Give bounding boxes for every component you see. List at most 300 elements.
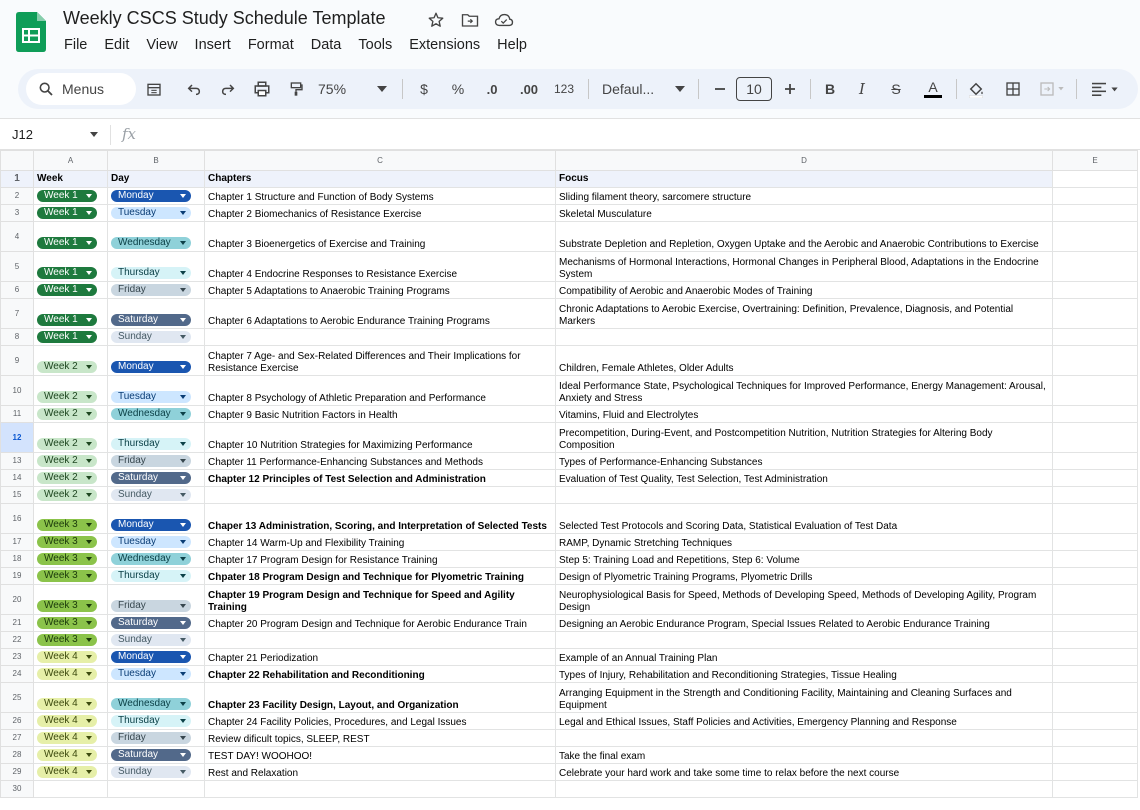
day-cell[interactable] bbox=[108, 534, 205, 551]
row-number[interactable]: 22 bbox=[1, 632, 34, 649]
week-cell[interactable] bbox=[34, 406, 108, 423]
day-dropdown-chip[interactable] bbox=[111, 267, 191, 279]
week-cell[interactable] bbox=[34, 376, 108, 406]
move-folder-icon[interactable] bbox=[460, 10, 480, 30]
empty-cell[interactable] bbox=[1053, 730, 1138, 747]
day-cell[interactable] bbox=[108, 252, 205, 282]
week-dropdown-chip[interactable] bbox=[37, 519, 97, 531]
chapter-cell[interactable]: Chapter 19 Program Design and Technique for Speed and Agility Training bbox=[205, 585, 556, 615]
day-dropdown-chip[interactable] bbox=[111, 361, 191, 373]
column-header-e[interactable]: E bbox=[1053, 151, 1138, 171]
row-number[interactable]: 2 bbox=[1, 188, 34, 205]
focus-cell[interactable]: RAMP, Dynamic Stretching Techniques bbox=[556, 534, 1053, 551]
week-cell[interactable] bbox=[34, 649, 108, 666]
week-dropdown-chip[interactable] bbox=[37, 207, 97, 219]
week-cell[interactable] bbox=[34, 585, 108, 615]
chapter-cell[interactable]: Rest and Relaxation bbox=[205, 764, 556, 781]
empty-cell[interactable] bbox=[1053, 713, 1138, 730]
row-number[interactable]: 13 bbox=[1, 453, 34, 470]
day-dropdown-chip[interactable] bbox=[111, 284, 191, 296]
row-number[interactable]: 5 bbox=[1, 252, 34, 282]
day-dropdown-chip[interactable] bbox=[111, 207, 191, 219]
cloud-status-icon[interactable] bbox=[494, 10, 514, 30]
chapter-cell[interactable]: Chapter 11 Performance-Enhancing Substances and Methods bbox=[205, 453, 556, 470]
focus-cell[interactable]: Example of an Annual Training Plan bbox=[556, 649, 1053, 666]
day-cell[interactable] bbox=[108, 781, 205, 798]
empty-cell[interactable] bbox=[1053, 585, 1138, 615]
week-dropdown-chip[interactable] bbox=[37, 553, 97, 565]
column-header-c[interactable]: C bbox=[205, 151, 556, 171]
decrease-decimal-button[interactable]: .0 bbox=[486, 81, 498, 97]
select-all-corner[interactable] bbox=[1, 151, 34, 171]
chapter-cell[interactable]: Chpater 18 Program Design and Technique for Plyometric Training bbox=[205, 568, 556, 585]
merge-cells-icon[interactable] bbox=[1036, 69, 1070, 109]
chapter-cell[interactable]: Chaper 13 Administration, Scoring, and Interpretation of Selected Tests bbox=[205, 504, 556, 534]
day-cell[interactable] bbox=[108, 299, 205, 329]
day-dropdown-chip[interactable] bbox=[111, 331, 191, 343]
day-dropdown-chip[interactable] bbox=[111, 553, 191, 565]
focus-cell[interactable]: Selected Test Protocols and Scoring Data, Statistical Evaluation of Test Data bbox=[556, 504, 1053, 534]
week-cell[interactable] bbox=[34, 730, 108, 747]
focus-cell[interactable]: Precompetition, During-Event, and Postcompetition Nutrition, Nutrition Strategies for Altering Body Composition bbox=[556, 423, 1053, 453]
empty-cell[interactable] bbox=[1053, 615, 1138, 632]
focus-cell[interactable]: Designing an Aerobic Endurance Program, Special Issues Related to Aerobic Endurance Training bbox=[556, 615, 1053, 632]
day-dropdown-chip[interactable] bbox=[111, 519, 191, 531]
week-cell[interactable] bbox=[34, 423, 108, 453]
row-number[interactable]: 23 bbox=[1, 649, 34, 666]
focus-cell[interactable]: Compatibility of Aerobic and Anaerobic Modes of Training bbox=[556, 282, 1053, 299]
week-cell[interactable] bbox=[34, 683, 108, 713]
week-dropdown-chip[interactable] bbox=[37, 617, 97, 629]
row-number[interactable]: 20 bbox=[1, 585, 34, 615]
row-number[interactable]: 24 bbox=[1, 666, 34, 683]
week-dropdown-chip[interactable] bbox=[37, 489, 97, 501]
day-chip-label: Saturday bbox=[118, 472, 159, 483]
week-cell[interactable] bbox=[34, 632, 108, 649]
week-cell[interactable] bbox=[34, 222, 108, 252]
week-dropdown-chip[interactable] bbox=[37, 536, 97, 548]
row-number[interactable]: 16 bbox=[1, 504, 34, 534]
empty-cell[interactable] bbox=[1053, 632, 1138, 649]
empty-cell[interactable] bbox=[1053, 683, 1138, 713]
focus-cell[interactable]: Legal and Ethical Issues, Staff Policies and Activities, Emergency Planning and Response bbox=[556, 713, 1053, 730]
chapter-cell[interactable]: Chapter 10 Nutrition Strategies for Maximizing Performance bbox=[205, 423, 556, 453]
week-dropdown-chip[interactable] bbox=[37, 267, 97, 279]
week-cell[interactable] bbox=[34, 346, 108, 376]
week-cell[interactable] bbox=[34, 713, 108, 730]
font-chevron-down-icon[interactable] bbox=[674, 69, 686, 109]
day-dropdown-chip[interactable] bbox=[111, 651, 191, 663]
day-cell[interactable] bbox=[108, 487, 205, 504]
week-cell[interactable] bbox=[34, 764, 108, 781]
week-cell[interactable] bbox=[34, 747, 108, 764]
empty-cell[interactable] bbox=[1053, 282, 1138, 299]
chapter-cell[interactable]: Chapter 3 Bioenergetics of Exercise and Training bbox=[205, 222, 556, 252]
menu-edit[interactable]: Edit bbox=[104, 37, 130, 53]
focus-cell[interactable]: Step 5: Training Load and Repetitions, Step 6: Volume bbox=[556, 551, 1053, 568]
focus-cell[interactable]: Arranging Equipment in the Strength and Conditioning Facility, Maintaining and Cleaning Surfaces and Equipment bbox=[556, 683, 1053, 713]
day-cell[interactable] bbox=[108, 282, 205, 299]
week-dropdown-chip[interactable] bbox=[37, 361, 97, 373]
empty-cell[interactable] bbox=[1053, 171, 1138, 188]
day-dropdown-chip[interactable] bbox=[111, 617, 191, 629]
undo-icon[interactable] bbox=[182, 69, 206, 109]
week-dropdown-chip[interactable] bbox=[37, 668, 97, 680]
chapter-cell[interactable] bbox=[205, 632, 556, 649]
week-dropdown-chip[interactable] bbox=[37, 391, 97, 403]
header-day[interactable]: Day bbox=[108, 171, 205, 188]
day-cell[interactable] bbox=[108, 713, 205, 730]
week-cell[interactable] bbox=[34, 568, 108, 585]
day-dropdown-chip[interactable] bbox=[111, 314, 191, 326]
day-cell[interactable] bbox=[108, 615, 205, 632]
menu-insert[interactable]: Insert bbox=[194, 37, 231, 53]
name-box[interactable]: J12 bbox=[12, 127, 33, 142]
day-cell[interactable] bbox=[108, 683, 205, 713]
day-dropdown-chip[interactable] bbox=[111, 698, 191, 710]
focus-cell[interactable]: Evaluation of Test Quality, Test Selection, Test Administration bbox=[556, 470, 1053, 487]
row-number[interactable]: 11 bbox=[1, 406, 34, 423]
increase-decimal-button[interactable]: .00 bbox=[519, 81, 539, 97]
week-chip-label: Week 2 bbox=[44, 455, 78, 466]
row-number[interactable]: 25 bbox=[1, 683, 34, 713]
row-number[interactable]: 15 bbox=[1, 487, 34, 504]
menu-file[interactable]: File bbox=[64, 37, 88, 53]
empty-cell[interactable] bbox=[1053, 376, 1138, 406]
row-number[interactable]: 8 bbox=[1, 329, 34, 346]
day-cell[interactable] bbox=[108, 453, 205, 470]
day-cell[interactable] bbox=[108, 585, 205, 615]
empty-cell[interactable] bbox=[1053, 534, 1138, 551]
row-number[interactable]: 12 bbox=[1, 423, 34, 453]
column-header-d[interactable]: D bbox=[556, 151, 1053, 171]
font-family-select[interactable]: Defaul... bbox=[602, 81, 655, 97]
day-cell[interactable] bbox=[108, 504, 205, 534]
chapter-cell[interactable]: Chapter 4 Endocrine Responses to Resistance Exercise bbox=[205, 252, 556, 282]
row-number[interactable]: 14 bbox=[1, 470, 34, 487]
week-cell[interactable] bbox=[34, 504, 108, 534]
fx-icon: fx bbox=[122, 125, 137, 143]
menu-format[interactable]: Format bbox=[247, 37, 294, 53]
focus-cell[interactable] bbox=[556, 632, 1053, 649]
focus-cell[interactable]: Mechanisms of Hormonal Interactions, Hormonal Changes in Peripheral Blood, Adaptations in the Endocrine System bbox=[556, 252, 1053, 282]
row-number[interactable]: 28 bbox=[1, 747, 34, 764]
week-cell[interactable] bbox=[34, 205, 108, 222]
empty-cell[interactable] bbox=[1053, 205, 1138, 222]
week-dropdown-chip[interactable] bbox=[37, 634, 97, 646]
horizontal-align-icon[interactable] bbox=[1086, 69, 1126, 109]
day-dropdown-chip[interactable] bbox=[111, 715, 191, 727]
empty-cell[interactable] bbox=[1053, 487, 1138, 504]
chapter-cell[interactable]: TEST DAY! WOOHOO! bbox=[205, 747, 556, 764]
header-focus[interactable]: Focus bbox=[556, 171, 1053, 188]
week-dropdown-chip[interactable] bbox=[37, 455, 97, 467]
star-icon[interactable] bbox=[426, 10, 446, 30]
row-number[interactable]: 10 bbox=[1, 376, 34, 406]
day-dropdown-chip[interactable] bbox=[111, 472, 191, 484]
week-dropdown-chip[interactable] bbox=[37, 570, 97, 582]
chevron-down-icon bbox=[86, 638, 92, 642]
zoom-chevron-down-icon[interactable] bbox=[376, 69, 388, 109]
empty-cell[interactable] bbox=[1053, 453, 1138, 470]
sheets-logo-icon[interactable] bbox=[16, 12, 46, 52]
empty-cell[interactable] bbox=[1053, 568, 1138, 585]
focus-cell[interactable]: Types of Performance-Enhancing Substances bbox=[556, 453, 1053, 470]
decrease-font-size-icon[interactable] bbox=[710, 69, 730, 109]
formula-bar-divider bbox=[110, 125, 111, 145]
empty-cell[interactable] bbox=[1053, 649, 1138, 666]
row-number[interactable]: 6 bbox=[1, 282, 34, 299]
week-dropdown-chip[interactable] bbox=[37, 314, 97, 326]
empty-cell[interactable] bbox=[1053, 188, 1138, 205]
calendar-icon[interactable] bbox=[142, 69, 166, 109]
week-cell[interactable] bbox=[34, 453, 108, 470]
zoom-select[interactable]: 75% bbox=[318, 81, 347, 97]
day-cell[interactable] bbox=[108, 470, 205, 487]
week-cell[interactable] bbox=[34, 299, 108, 329]
chapter-cell[interactable]: Chapter 8 Psychology of Athletic Preparation and Performance bbox=[205, 376, 556, 406]
focus-cell[interactable]: Sliding filament theory, sarcomere structure bbox=[556, 188, 1053, 205]
day-cell[interactable] bbox=[108, 730, 205, 747]
chapter-cell[interactable]: Chapter 22 Rehabilitation and Reconditioning bbox=[205, 666, 556, 683]
chapter-cell[interactable]: Chapter 20 Program Design and Technique for Aerobic Endurance Train bbox=[205, 615, 556, 632]
focus-cell[interactable]: Types of Injury, Rehabilitation and Reconditioning Strategies, Tissue Healing bbox=[556, 666, 1053, 683]
chapter-cell[interactable]: Chapter 1 Structure and Function of Body Systems bbox=[205, 188, 556, 205]
day-dropdown-chip[interactable] bbox=[111, 600, 191, 612]
empty-cell[interactable] bbox=[1053, 781, 1138, 798]
focus-cell[interactable]: Design of Plyometric Training Programs, Plyometric Drills bbox=[556, 568, 1053, 585]
empty-cell[interactable] bbox=[1053, 764, 1138, 781]
print-icon[interactable] bbox=[250, 69, 274, 109]
table-row bbox=[1, 188, 1138, 205]
row-number[interactable]: 26 bbox=[1, 713, 34, 730]
row-number[interactable]: 9 bbox=[1, 346, 34, 376]
empty-cell[interactable] bbox=[1053, 423, 1138, 453]
text-color-button[interactable] bbox=[922, 69, 944, 109]
week-dropdown-chip[interactable] bbox=[37, 190, 97, 202]
day-chip-label: Wednesday bbox=[118, 408, 171, 419]
row-number[interactable]: 21 bbox=[1, 615, 34, 632]
table-row bbox=[1, 764, 1138, 781]
empty-cell[interactable] bbox=[1053, 222, 1138, 252]
sheet-grid[interactable] bbox=[0, 150, 1140, 810]
empty-cell[interactable] bbox=[1053, 470, 1138, 487]
focus-cell[interactable]: Substrate Depletion and Repletion, Oxygen Uptake and the Aerobic and Anaerobic Contributions to Exercise bbox=[556, 222, 1053, 252]
week-cell[interactable] bbox=[34, 252, 108, 282]
column-header-a[interactable]: A bbox=[34, 151, 108, 171]
focus-cell[interactable]: Celebrate your hard work and take some time to relax before the next course bbox=[556, 764, 1053, 781]
week-dropdown-chip[interactable] bbox=[37, 237, 97, 249]
row-number[interactable]: 27 bbox=[1, 730, 34, 747]
focus-cell[interactable]: Chronic Adaptations to Aerobic Exercise, Overtraining: Definition, Prevalence, Diagnosis, and Potential Markers bbox=[556, 299, 1053, 329]
empty-cell[interactable] bbox=[1053, 747, 1138, 764]
week-dropdown-chip[interactable] bbox=[37, 766, 97, 778]
chapter-cell[interactable] bbox=[205, 487, 556, 504]
chapter-cell[interactable]: Chapter 6 Adaptations to Aerobic Endurance Training Programs bbox=[205, 299, 556, 329]
day-cell[interactable] bbox=[108, 764, 205, 781]
week-cell[interactable] bbox=[34, 487, 108, 504]
day-dropdown-chip[interactable] bbox=[111, 668, 191, 680]
day-dropdown-chip[interactable] bbox=[111, 408, 191, 420]
week-dropdown-chip[interactable] bbox=[37, 698, 97, 710]
week-cell[interactable] bbox=[34, 781, 108, 798]
day-cell[interactable] bbox=[108, 222, 205, 252]
day-dropdown-chip[interactable] bbox=[111, 391, 191, 403]
chapter-cell[interactable]: Chapter 21 Periodization bbox=[205, 649, 556, 666]
week-dropdown-chip[interactable] bbox=[37, 438, 97, 450]
week-cell[interactable] bbox=[34, 666, 108, 683]
chapter-cell[interactable]: Chapter 7 Age- and Sex-Related Differences and Their Implications for Resistance Exercise bbox=[205, 346, 556, 376]
empty-cell[interactable] bbox=[1053, 666, 1138, 683]
borders-icon[interactable] bbox=[1002, 69, 1024, 109]
chapter-cell[interactable]: Chapter 14 Warm-Up and Flexibility Training bbox=[205, 534, 556, 551]
fill-color-icon[interactable] bbox=[964, 69, 988, 109]
day-cell[interactable] bbox=[108, 666, 205, 683]
day-cell[interactable] bbox=[108, 632, 205, 649]
week-cell[interactable] bbox=[34, 551, 108, 568]
row-number[interactable]: 30 bbox=[1, 781, 34, 798]
week-dropdown-chip[interactable] bbox=[37, 284, 97, 296]
day-dropdown-chip[interactable] bbox=[111, 749, 191, 761]
day-dropdown-chip[interactable] bbox=[111, 455, 191, 467]
header-chapters[interactable]: Chapters bbox=[205, 171, 556, 188]
table-row bbox=[1, 329, 1138, 346]
chapter-cell[interactable]: Chapter 23 Facility Design, Layout, and Organization bbox=[205, 683, 556, 713]
day-cell[interactable] bbox=[108, 649, 205, 666]
menu-extensions[interactable]: Extensions bbox=[409, 37, 481, 53]
chapter-cell[interactable]: Chapter 9 Basic Nutrition Factors in Health bbox=[205, 406, 556, 423]
currency-button[interactable]: $ bbox=[420, 81, 428, 97]
paint-format-icon[interactable] bbox=[284, 69, 308, 109]
chapter-cell[interactable]: Chapter 2 Biomechanics of Resistance Exercise bbox=[205, 205, 556, 222]
day-dropdown-chip[interactable] bbox=[111, 634, 191, 646]
week-dropdown-chip[interactable] bbox=[37, 331, 97, 343]
day-dropdown-chip[interactable] bbox=[111, 570, 191, 582]
day-dropdown-chip[interactable] bbox=[111, 237, 191, 249]
week-dropdown-chip[interactable] bbox=[37, 651, 97, 663]
day-cell[interactable] bbox=[108, 205, 205, 222]
chapter-cell[interactable]: Review dificult topics, SLEEP, REST bbox=[205, 730, 556, 747]
italic-button[interactable]: I bbox=[859, 80, 865, 98]
week-chip-label: Week 4 bbox=[44, 766, 78, 777]
empty-cell[interactable] bbox=[1053, 551, 1138, 568]
focus-cell[interactable]: Children, Female Athletes, Older Adults bbox=[556, 346, 1053, 376]
font-size-input[interactable]: 10 bbox=[736, 77, 772, 101]
focus-cell[interactable]: Neurophysiological Basis for Speed, Methods of Developing Speed, Methods of Developing Agility, Program Design bbox=[556, 585, 1053, 615]
day-dropdown-chip[interactable] bbox=[111, 536, 191, 548]
empty-cell[interactable] bbox=[1053, 329, 1138, 346]
percent-button[interactable]: % bbox=[451, 81, 465, 97]
chapter-cell[interactable]: Chapter 24 Facility Policies, Procedures, and Legal Issues bbox=[205, 713, 556, 730]
day-dropdown-chip[interactable] bbox=[111, 732, 191, 744]
empty-cell[interactable] bbox=[1053, 504, 1138, 534]
column-header-b[interactable]: B bbox=[108, 151, 205, 171]
week-cell[interactable] bbox=[34, 615, 108, 632]
row-number[interactable]: 18 bbox=[1, 551, 34, 568]
week-cell[interactable] bbox=[34, 470, 108, 487]
row-number[interactable]: 4 bbox=[1, 222, 34, 252]
day-cell[interactable] bbox=[108, 423, 205, 453]
day-cell[interactable] bbox=[108, 329, 205, 346]
focus-cell[interactable]: Ideal Performance State, Psychological Techniques for Improved Performance, Energy Management: Arousal, Anxiety and Stress bbox=[556, 376, 1053, 406]
day-cell[interactable] bbox=[108, 551, 205, 568]
redo-icon[interactable] bbox=[216, 69, 240, 109]
strikethrough-button[interactable]: S bbox=[891, 81, 901, 97]
formula-input[interactable] bbox=[150, 127, 1110, 143]
focus-cell[interactable] bbox=[556, 781, 1053, 798]
focus-cell[interactable]: Take the final exam bbox=[556, 747, 1053, 764]
increase-font-size-icon[interactable] bbox=[780, 69, 800, 109]
empty-cell[interactable] bbox=[1053, 252, 1138, 282]
day-cell[interactable] bbox=[108, 188, 205, 205]
day-cell[interactable] bbox=[108, 406, 205, 423]
week-dropdown-chip[interactable] bbox=[37, 749, 97, 761]
empty-cell[interactable] bbox=[1053, 346, 1138, 376]
row-number[interactable]: 29 bbox=[1, 764, 34, 781]
chapter-cell[interactable]: Chapter 5 Adaptations to Anaerobic Training Programs bbox=[205, 282, 556, 299]
search-menus-button[interactable] bbox=[26, 73, 136, 105]
menu-view[interactable]: View bbox=[146, 37, 178, 53]
week-cell[interactable] bbox=[34, 329, 108, 346]
day-dropdown-chip[interactable] bbox=[111, 489, 191, 501]
week-cell[interactable] bbox=[34, 188, 108, 205]
chapter-cell[interactable] bbox=[205, 329, 556, 346]
row-number[interactable]: 3 bbox=[1, 205, 34, 222]
chapter-cell[interactable]: Chapter 12 Principles of Test Selection and Administration bbox=[205, 470, 556, 487]
number-format-button[interactable]: 123 bbox=[553, 82, 575, 96]
week-cell[interactable] bbox=[34, 282, 108, 299]
week-chip-label: Week 1 bbox=[44, 237, 78, 248]
empty-cell[interactable] bbox=[1053, 406, 1138, 423]
week-dropdown-chip[interactable] bbox=[37, 472, 97, 484]
menu-tools[interactable]: Tools bbox=[358, 37, 393, 53]
bold-button[interactable]: B bbox=[824, 81, 836, 97]
week-dropdown-chip[interactable] bbox=[37, 408, 97, 420]
row-number[interactable]: 7 bbox=[1, 299, 34, 329]
menu-help[interactable]: Help bbox=[497, 37, 527, 53]
focus-cell[interactable] bbox=[556, 487, 1053, 504]
week-dropdown-chip[interactable] bbox=[37, 732, 97, 744]
row-number[interactable]: 19 bbox=[1, 568, 34, 585]
empty-cell[interactable] bbox=[1053, 299, 1138, 329]
chapter-cell[interactable]: Chapter 17 Program Design for Resistance Training bbox=[205, 551, 556, 568]
day-cell[interactable] bbox=[108, 747, 205, 764]
day-dropdown-chip[interactable] bbox=[111, 190, 191, 202]
row-number[interactable]: 17 bbox=[1, 534, 34, 551]
focus-cell[interactable] bbox=[556, 329, 1053, 346]
focus-cell[interactable]: Vitamins, Fluid and Electrolytes bbox=[556, 406, 1053, 423]
menu-data[interactable]: Data bbox=[310, 37, 342, 53]
focus-cell[interactable] bbox=[556, 730, 1053, 747]
day-dropdown-chip[interactable] bbox=[111, 438, 191, 450]
day-cell[interactable] bbox=[108, 346, 205, 376]
row-number[interactable]: 1 bbox=[1, 171, 34, 188]
day-dropdown-chip[interactable] bbox=[111, 766, 191, 778]
header-week[interactable]: Week bbox=[34, 171, 108, 188]
day-chip-label: Wednesday bbox=[118, 237, 171, 248]
name-box-chevron-down-icon[interactable] bbox=[90, 132, 98, 137]
chapter-cell[interactable] bbox=[205, 781, 556, 798]
day-cell[interactable] bbox=[108, 376, 205, 406]
week-cell[interactable] bbox=[34, 534, 108, 551]
document-title[interactable]: Weekly CSCS Study Schedule Template bbox=[63, 8, 386, 28]
search-menus-label: Menus bbox=[62, 81, 105, 97]
week-dropdown-chip[interactable] bbox=[37, 715, 97, 727]
week-dropdown-chip[interactable] bbox=[37, 600, 97, 612]
chevron-down-icon bbox=[86, 540, 92, 544]
day-cell[interactable] bbox=[108, 568, 205, 585]
focus-cell[interactable]: Skeletal Musculature bbox=[556, 205, 1053, 222]
